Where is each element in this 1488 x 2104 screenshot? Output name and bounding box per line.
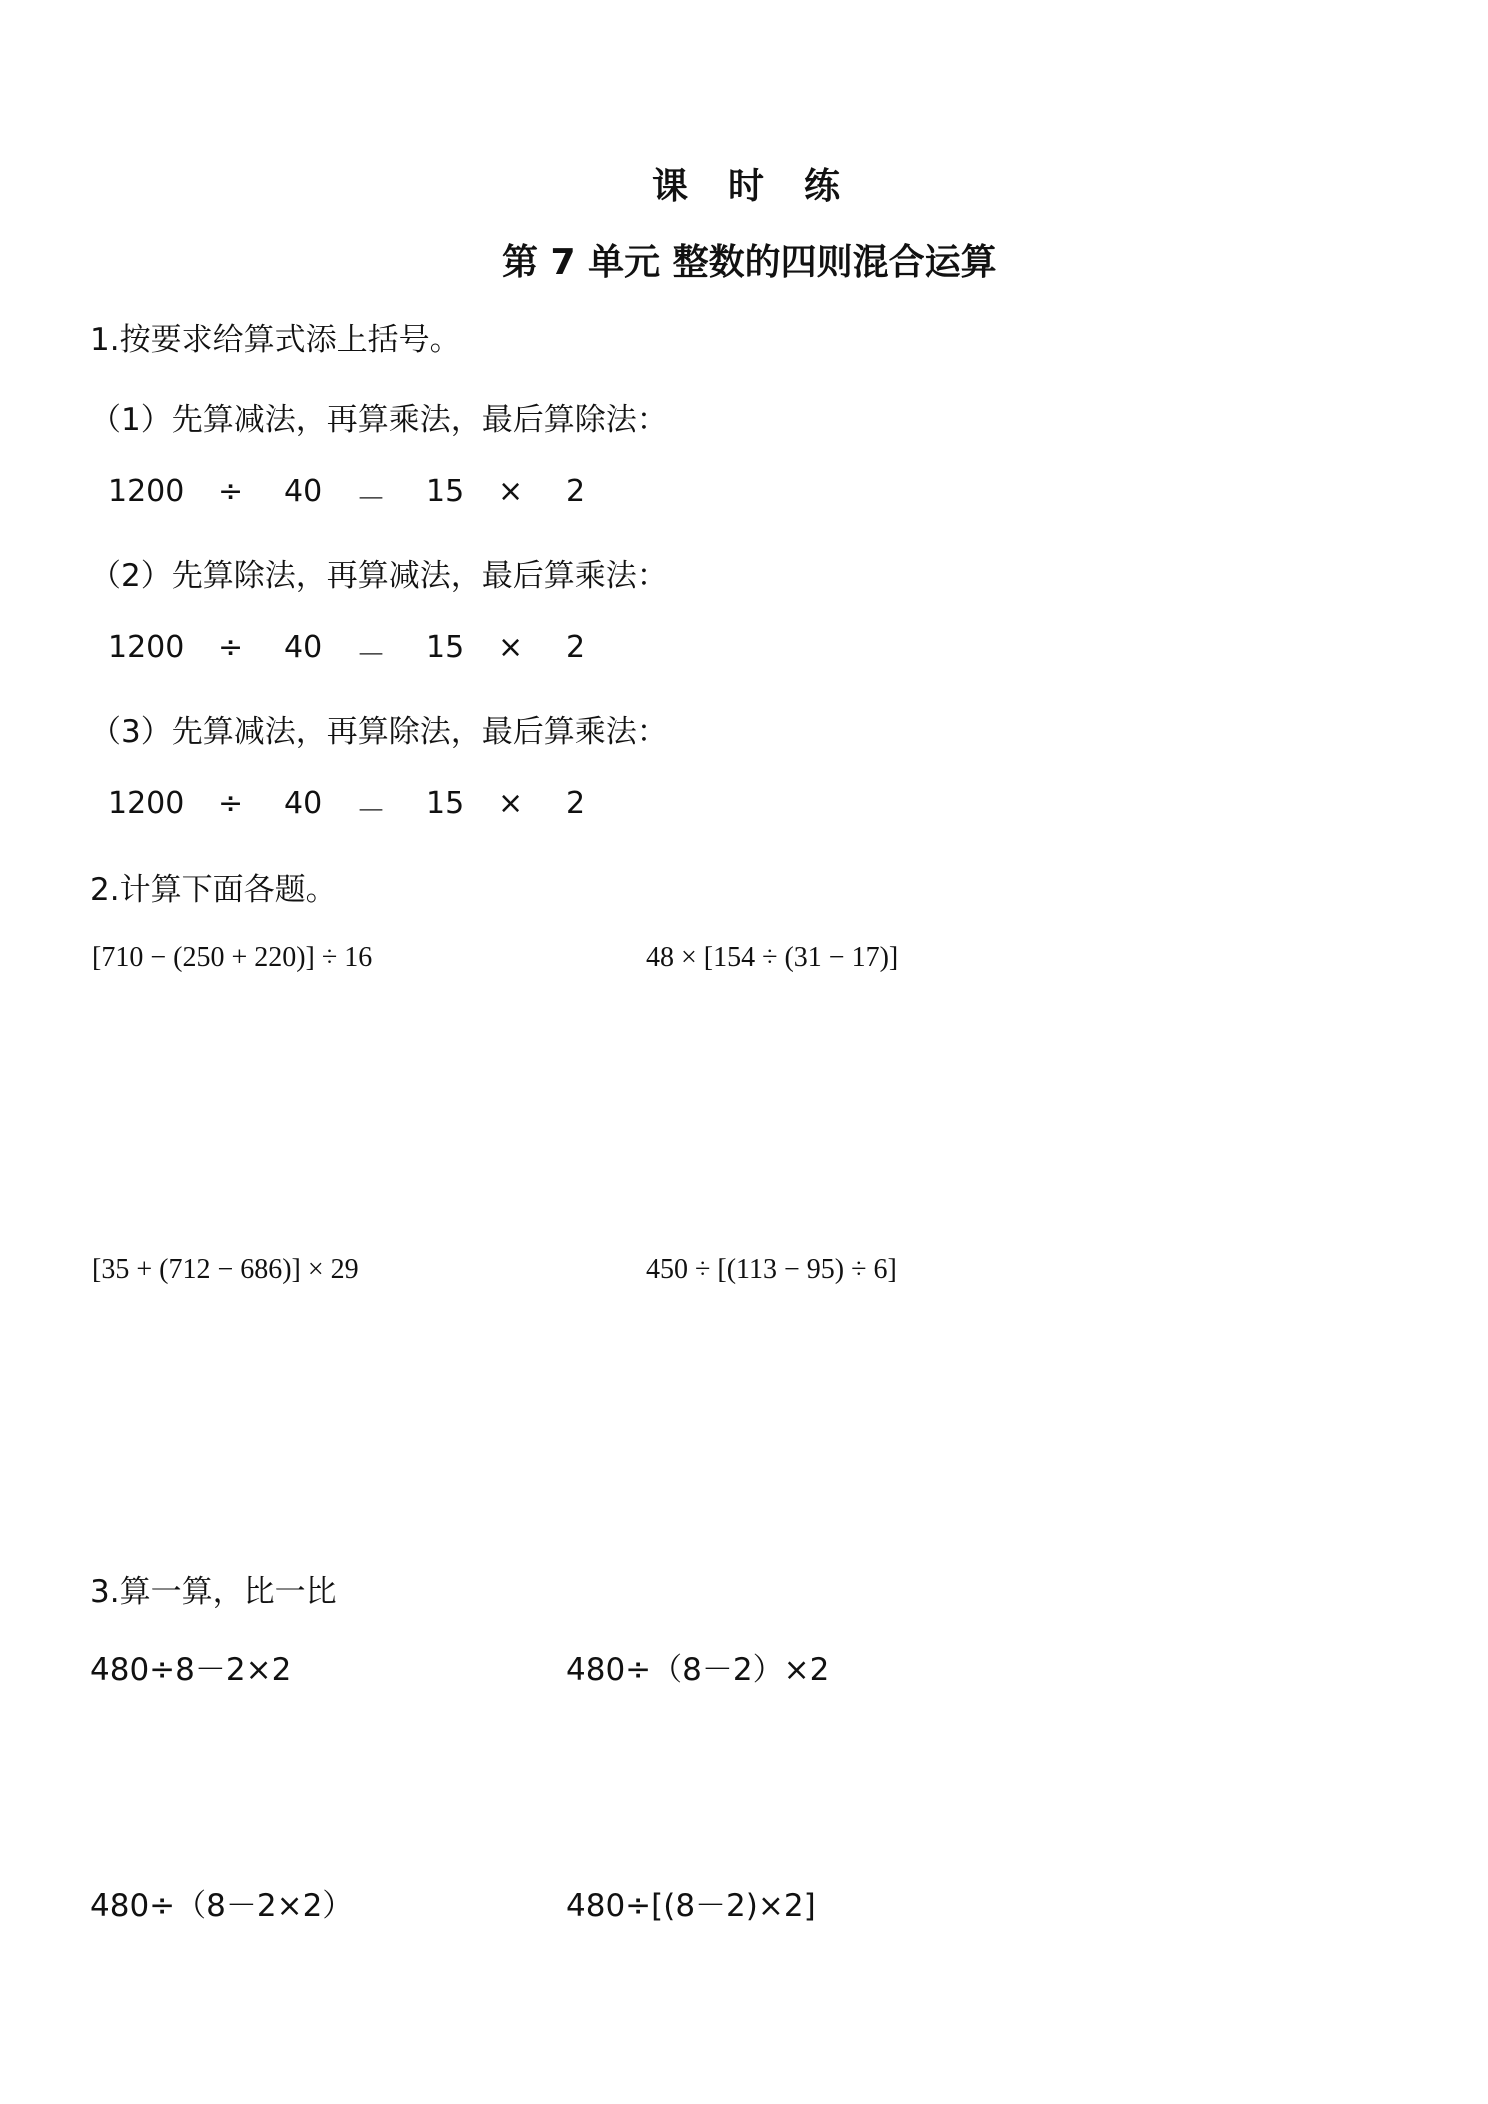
- token-number: 2: [566, 786, 586, 821]
- token-number: 15: [426, 474, 465, 509]
- part-3-instruction: （3）先算减法，再算除法，最后算乘法：: [90, 714, 668, 750]
- section-3-heading: 3.算一算，比一比: [90, 1574, 337, 1610]
- token-number: 1200: [108, 630, 185, 665]
- title-char-2: 时: [728, 166, 765, 207]
- times-operator: ×: [498, 630, 524, 665]
- part-1-instruction: （1）先算减法，再算乘法，最后算除法：: [90, 402, 668, 438]
- token-number: 15: [426, 786, 465, 821]
- section-1-heading: 1.按要求给算式添上括号。: [90, 322, 461, 358]
- worksheet-title: [652, 158, 852, 208]
- token-number: 1200: [108, 474, 185, 509]
- title-char-1: 课: [652, 166, 689, 207]
- unit-subtitle: 第 7 单元 整数的四则混合运算: [502, 242, 997, 283]
- minus-operator: －: [356, 794, 386, 829]
- problem-2-2: 48 × [154 ÷ (31 − 17)]: [646, 942, 899, 973]
- token-number: 40: [284, 474, 323, 509]
- part-2-instruction: （2）先算除法，再算减法，最后算乘法：: [90, 558, 668, 594]
- minus-operator: －: [356, 638, 386, 673]
- token-number: 2: [566, 474, 586, 509]
- times-operator: ×: [498, 786, 524, 821]
- times-operator: ×: [498, 474, 524, 509]
- problem-3-2: 480÷（8－2）×2: [566, 1652, 830, 1688]
- problem-2-1: [710 − (250 + 220)] ÷ 16: [92, 942, 373, 973]
- problem-3-1: 480÷8－2×2: [90, 1652, 292, 1688]
- token-number: 40: [284, 630, 323, 665]
- title-char-3: 练: [804, 166, 841, 207]
- divide-operator: ÷: [218, 474, 244, 509]
- divide-operator: ÷: [218, 630, 244, 665]
- token-number: 2: [566, 630, 586, 665]
- problem-3-3: 480÷（8－2×2）: [90, 1888, 354, 1924]
- divide-operator: ÷: [218, 786, 244, 821]
- token-number: 15: [426, 630, 465, 665]
- problem-2-3: [35 + (712 − 686)] × 29: [92, 1254, 359, 1285]
- part-2-expression: [0, 630, 1488, 674]
- part-1-expression: [0, 474, 1488, 518]
- part-3-expression: [0, 786, 1488, 830]
- section-2-heading: 2.计算下面各题。: [90, 872, 337, 908]
- problem-2-4: 450 ÷ [(113 − 95) ÷ 6]: [646, 1254, 897, 1285]
- problem-3-4: 480÷[(8－2)×2]: [566, 1888, 816, 1924]
- token-number: 40: [284, 786, 323, 821]
- token-number: 1200: [108, 786, 185, 821]
- minus-operator: －: [356, 482, 386, 517]
